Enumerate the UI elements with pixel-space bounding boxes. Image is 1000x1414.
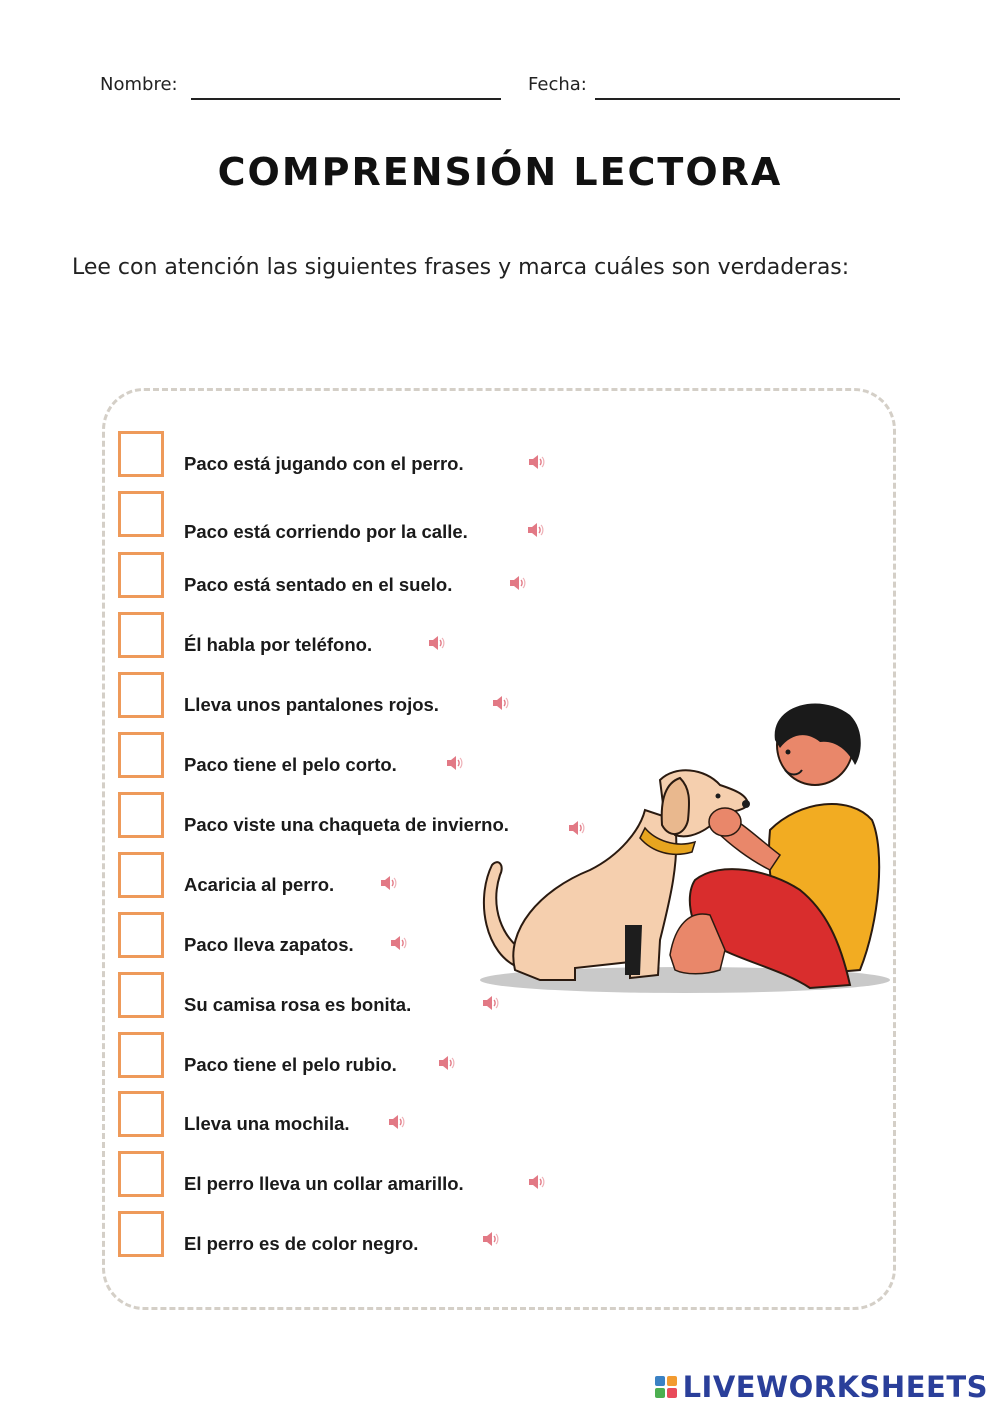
answer-checkbox[interactable]: [118, 792, 164, 838]
answer-checkbox[interactable]: [118, 972, 164, 1018]
statement-text: Paco está jugando con el perro.: [184, 453, 464, 474]
statement-item: [118, 1091, 638, 1139]
brand-name: LIVEWORKSHEETS: [682, 1370, 988, 1404]
answer-checkbox[interactable]: [118, 491, 164, 537]
dog-nose: [742, 800, 750, 808]
statement-text: Su camisa rosa es bonita.: [184, 994, 412, 1015]
liveworksheets-logo: [655, 1370, 988, 1404]
name-label: Nombre:: [100, 74, 178, 95]
speaker-icon[interactable]: [438, 1055, 456, 1071]
speaker-icon[interactable]: [528, 1174, 546, 1190]
answer-checkbox[interactable]: [118, 732, 164, 778]
statement-text: El perro es de color negro.: [184, 1233, 419, 1254]
dog-eye: [716, 794, 721, 799]
statement-text: Lleva una mochila.: [184, 1113, 350, 1134]
statement-item: [118, 552, 638, 600]
date-label: Fecha:: [528, 74, 587, 95]
statement-text: El perro lleva un collar amarillo.: [184, 1173, 464, 1194]
statement-text: Lleva unos pantalones rojos.: [184, 694, 439, 715]
page-title: COMPRENSIÓN LECTORA: [217, 150, 783, 194]
speaker-icon[interactable]: [482, 1231, 500, 1247]
answer-checkbox[interactable]: [118, 552, 164, 598]
statement-text: Paco está corriendo por la calle.: [184, 521, 468, 542]
statement-item: [118, 1032, 638, 1080]
statement-item: [118, 431, 638, 479]
statement-item: [118, 1151, 638, 1199]
answer-checkbox[interactable]: [118, 852, 164, 898]
answer-checkbox[interactable]: [118, 1032, 164, 1078]
statement-text: Paco está sentado en el suelo.: [184, 574, 453, 595]
brand-mark-icon: [655, 1376, 677, 1398]
speaker-icon[interactable]: [446, 755, 464, 771]
answer-checkbox[interactable]: [118, 1091, 164, 1137]
speaker-icon[interactable]: [509, 575, 527, 591]
speaker-icon[interactable]: [428, 635, 446, 651]
statement-text: Paco viste una chaqueta de invierno.: [184, 814, 509, 835]
answer-checkbox[interactable]: [118, 612, 164, 658]
answer-checkbox[interactable]: [118, 431, 164, 477]
answer-checkbox[interactable]: [118, 1151, 164, 1197]
date-field[interactable]: [595, 98, 900, 100]
speaker-icon[interactable]: [527, 522, 545, 538]
dog-leg-dark: [625, 925, 642, 975]
statement-item: [118, 612, 638, 660]
instructions-text: Lee con atención las siguientes frases y marca cuáles son verdaderas:: [72, 255, 850, 280]
speaker-icon[interactable]: [528, 454, 546, 470]
name-field[interactable]: [191, 98, 501, 100]
statement-text: Él habla por teléfono.: [184, 634, 373, 655]
speaker-icon[interactable]: [390, 935, 408, 951]
statement-item: [118, 1211, 638, 1259]
answer-checkbox[interactable]: [118, 912, 164, 958]
statement-text: Paco lleva zapatos.: [184, 934, 354, 955]
answer-checkbox[interactable]: [118, 672, 164, 718]
boy-and-dog-illustration: [480, 700, 890, 1000]
speaker-icon[interactable]: [388, 1114, 406, 1130]
answer-checkbox[interactable]: [118, 1211, 164, 1257]
boy-hand: [709, 808, 741, 836]
statement-text: Paco tiene el pelo corto.: [184, 754, 397, 775]
speaker-icon[interactable]: [380, 875, 398, 891]
statement-text: Paco tiene el pelo rubio.: [184, 1054, 397, 1075]
statement-text: Acaricia al perro.: [184, 874, 335, 895]
statement-item: [118, 491, 638, 542]
boy-eye: [786, 750, 791, 755]
